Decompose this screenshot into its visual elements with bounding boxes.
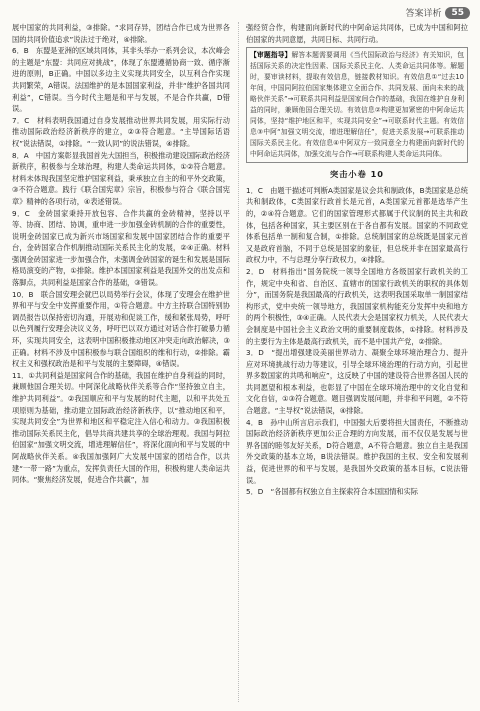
answer-paragraph: 11．①共同利益是国家间合作的基础，我国在维护自身利益的同时，兼顾他国合理关切。中阿深化战略伙伴关系等合作“坚持独立自主，维护共同利益”。②我国顺应和平与发展的时代主题，以和平共处五项原则为基础，推动建立国际政治经济新秩序，以“推动地区和平，实现共同安全”为世界和地区和平稳定注入信心和动力。③我国积极推动国际关系民主化，倡导共商共建共享的全球治理观。我国与阿拉伯国家“加强文明交流，增进理解信任”，将深化面向和平与发展的中阿战略伙伴关系。④我国加强阿广大发展中国家的团结合作，以共建“一带一路”为重点，发挥负责任大国的作用，积极构建人类命运共同体。“聚焦经济发展，促进合作共赢”，加 [12, 370, 230, 485]
exam-guide-box [246, 47, 468, 163]
exam-guide-text: 解答本题需要调用《当代国际政治与经济》有关知识，包括国际关系的决定性因素、国际关系民主化、人类命运共同体等。解题时，要审读材料，提取有效信息，链接教材知识。有效信息①“过去10年间，中国同阿拉伯国家集体建立全面合作、共同发展、面向未来的战略伙伴关系”→可联系共同利益是国家间合作的基础，我国在维护自身利益的同时，兼顾他国合理关切。有效信息②构建更加紧密的中阿命运共同体，坚持“维护地区和平，实现共同安全”→可联系时代主题。有效信息③中阿“加强文明交流，增进理解信任”，促进关系发展→可联系推动国际关系民主化。有效信息④中阿双方一致同意全力构建面向新时代的中阿命运共同体，加强交流与合作→可联系构建人类命运共同体。 [250, 51, 465, 159]
answer-paragraph: 6．B 东盟是亚洲的区域共同体，其非头举办一系列会议，本次峰会的主题是“东盟：共同应对挑战”，体现了东盟遵循协商一致、循序渐进的原则，B正确。中国以多边主义实现共同安全，以互利合作实现共同繁荣，A错误。法国维护的是本国国家利益，并非“维护各国共同利益”，C错误。当今时代主题是和平与发展，不是合作共赢，D错误。 [12, 46, 230, 114]
answer-paragraph: 展中国家的共同利益，③排除。“求同存异，团结合作已成为世界各国的共同价值追求”说法过于绝对，④排除。 [12, 23, 230, 44]
section-title: 突击小卷 10 [330, 169, 384, 180]
answer-paragraph: 4．B 孙中山所言启示我们，中国强大后要将担大国责任，不断推动国际政治经济新秩序更加公正合理的方向发展，而不仅仅是发展与世界各国的睦邻友好关系，D符合题意，A不符合题意。独立自主是我国外交政策的基本立场，B说法错误。维护我国的主权、安全和发展利益，促进世界的和平与发展，是我国外交政策的基本目标，C说法错误。 [246, 417, 468, 485]
page-header [405, 6, 470, 19]
answer-paragraph: 5．D “各国都有权独立自主探索符合本国国情和实际 [246, 487, 418, 497]
answer-paragraph: 1．C 由题干描述可判断A类国家是议会共和制政体，B类国家是总统共和制政体，C类国家行政首长是元首，A类国家元首都是选举产生的，②④符合题意。它们的国家管理形式都属于代议制的民主共和政体，包括各种国家，其主要区别在于各自都有发展。国家的不同政党体系包括单一制和复合制，①排除。总统制国家的总统既是国家元首又是政府首脑，不同于总统是国家的象征，但总统并非在国家最高行政权力中，不与总理分享行政权力，④排除。 [246, 185, 468, 265]
left-column [12, 22, 230, 486]
answer-paragraph: 3．D “提出增强建设美丽世界动力、凝聚全球环境治理合力、提升应对环境挑战行动力等建议，引导全球环境治理的行动方向，引起世界多数国家的共鸣和响应”，这反映了中国的建设符合世界各国人民的共同愿望和根本利益，也彰显了中国在全球环境治理中的文化自觉和文化自信，①③符合题意。题目强调发展问题，并非和平问题，②不符合题意。“主导权”说法错误，④排除。 [246, 348, 468, 416]
answer-paragraph: 10．B 联合国安理会就巴以局势举行会议，体现了安理会在维护世界和平与安全中发挥重要作用，①符合题意。中方主持联合国特别协调员报告以保持密切沟通，开展劝和促谈工作，缓和紧张局势，呼吁以色列履行安理会决议义务，呼吁巴以双方通过对话合作打破暴力循环，实现共同安全，这表明中国积极推动地区冲突走向政治解决，③正确。材料不涉及中国积极参与联合国组织的维和行动，②排除。霸权主义和强权政治是和平与发展的主要障碍，④错误。 [12, 289, 230, 369]
column-divider [238, 22, 239, 702]
page-number: 55 [445, 7, 470, 19]
exam-guide-tag: 【审题指导】 [250, 51, 292, 60]
answer-paragraph: 强经贸合作，构建面向新时代的中阿命运共同体，已成为中国和阿拉伯国家的共同意愿，共同日标、共同行动。 [246, 23, 468, 44]
answer-paragraph: 2．D 材料指出“国务院统一领导全国地方各级国家行政机关的工作，规定中央和省、自治区、直辖市的国家行政机关的职权的具体划分”，而国务院是我国最高的行政机关，这表明我国采取单一制国家结构形式，党中央统一领导地方，我国国家机构能充分发挥中央和地方的两个积极性，③④正确。人民代表大会是国家权力机关，人民代表大会制度是中国社会主义政治文明的重要制度载体，①排除。材料涉及的主要行为主体是最高行政机关，而不是中国共产党，②排除。 [246, 266, 468, 346]
right-column [246, 22, 468, 498]
answer-paragraph: 8．A 中国方案彰显我国首先大国担当，积极推动建设国际政治经济新秩序，积极参与全球治理，构建人类命运共同体，①②符合题意。材料未体现我国坚定维护国家利益，秉承独立自主的和平外交政策，③不符合题意。践行《联合国宪章》宗旨，积极参与符合《联合国宪章》精神的各项行动，④表述错误。 [12, 150, 230, 206]
header-label: 答案详析 [405, 9, 442, 19]
answer-paragraph: 7．C 材料表明我国通过自身发展推动世界共同发展，用实际行动推动国际政治经济新秩序的建立，②③符合题意。“主导国际话语权”说法错误，①排除。“一致认同”的说法错误，④排除。 [12, 115, 230, 148]
answer-paragraph: 9．C 金砖国家秉持开放包容、合作共赢的金砖精神，坚持以平等、协商、团结、协调，重申进一步加强金砖机制的合作的重要性，说明金砖国家已成为新兴市场国家和发展中国家团结合作的重要平台，金砖国家合作机制推动国际关系民主化的发展，②④正确。材料强调金砖国家进一步加强合作，未强调金砖国家的诞生和发展是国际格局演变的产物，①排除。维护本国国家利益是我国外交的出发点和落脚点，共同利益是国家合作的基础，③错误。 [12, 208, 230, 288]
